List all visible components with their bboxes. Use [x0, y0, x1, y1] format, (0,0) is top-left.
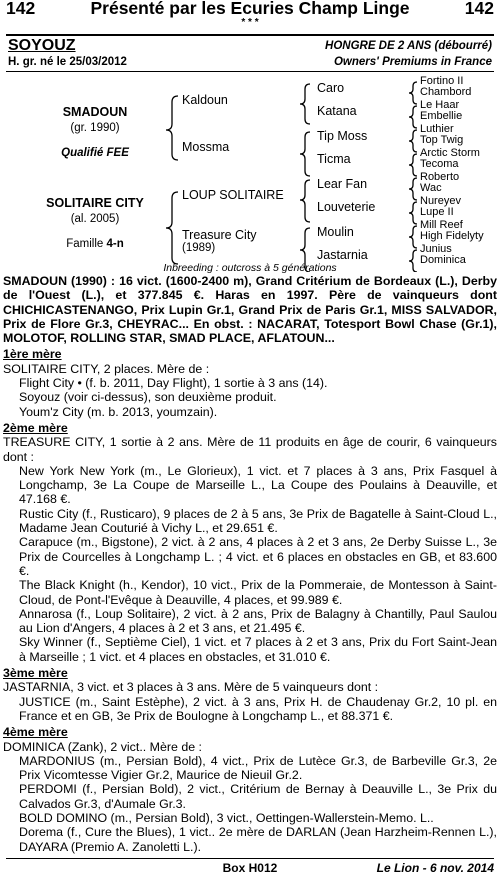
sale-venue-date: Le Lion - 6 nov. 2014	[376, 861, 494, 875]
section-heading: 1ère mère	[3, 347, 62, 362]
gen4-item: Top Twig	[420, 134, 464, 146]
owners-premiums: Owners' Premiums in France	[333, 56, 492, 68]
gen4-item: Chambord	[420, 86, 472, 98]
gen4-item: Junius	[420, 243, 452, 255]
produce-line: JUSTICE (m., Saint Estèphe), 2 vict. à 3 ans, Prix H. de Chaudenay Gr.2, 10 pl. en France et en GB, 3e Prix de Boulogne à Longchamp L., et 88.371 €.	[19, 694, 497, 723]
gen4-item: Nureyev	[420, 195, 461, 207]
produce-line: TREASURE CITY, 1 sortie à 2 ans. Mère de 11 produits en âge de courir, 6 vainqueurs dont :	[3, 435, 497, 464]
gen4-item: Mill Reef	[420, 219, 463, 231]
gen3-item: Moulin	[317, 225, 354, 239]
divider	[6, 34, 494, 36]
gen2-item: Mossma	[182, 140, 230, 154]
inbreeding-note: Inbreeding : outcross à 5 générations	[163, 262, 337, 274]
produce-line: Rustic City (f., Rusticaro), 9 places de 2 à 5 ans, 3e Prix de Bagatelle à Saint-Cloud L., Madame Jean Couturié à Vichy L., et 29.651 €.	[19, 506, 497, 536]
divider	[6, 858, 494, 859]
gen3-item: Tip Moss	[317, 129, 368, 143]
section-heading: 3ème mère	[3, 666, 68, 681]
sire-info: (gr. 1990)	[70, 122, 120, 134]
gen3-item: Jastarnia	[317, 248, 368, 262]
gen3-item: Louveterie	[317, 200, 376, 214]
produce-line: JASTARNIA, 3 vict. et 3 places à 3 ans. Mère de 5 vainqueurs dont :	[3, 680, 379, 695]
lot-number-left: 142	[6, 0, 36, 18]
produce-line: PERDOMI (f., Persian Bold), 2 vict., Critérium de Bernay à Deauville L., 3e Prix du Calvados Gr.3, d'Aumale Gr.3.	[19, 782, 497, 811]
produce-line: Flight City • (f. b. 2011, Day Flight), 1 sortie à 3 ans (14).	[19, 376, 328, 391]
produce-line: New York New York (m., Le Glorieux), 1 vict. et 7 places à 3 ans, Prix Fasquel à Longchamp, 3e La Coupe de Marseille L., La Coupe des Poulains à Deauville, et 47.168 €.	[19, 463, 497, 507]
section-heading: 2ème mère	[3, 420, 68, 435]
sire-name: SMADOUN	[62, 105, 128, 119]
produce-line: Annarosa (f., Loup Solitaire), 2 vict. à 2 ans, Prix de Balagny à Chantilly, Paul Saulou au Lion d'Angers, 4 places à 2 et 3 ans, et 21.495 €.	[19, 606, 497, 636]
produce-line: MARDONIUS (m., Persian Bold), 4 vict., Prix de Lutèce Gr.3, de Barbeville Gr.3, 2e Prix Vicomtesse Vigier Gr.2, Maurice de Nieuil Gr.2.	[19, 753, 497, 783]
produce-line: DOMINICA (Zank), 2 vict.. Mère de :	[3, 739, 202, 754]
gen4-item: Lupe II	[420, 206, 454, 218]
header-stars: * * *	[241, 17, 259, 28]
sire-note: Qualifié FEE	[61, 147, 129, 159]
horse-birth: H. gr. né le 25/03/2012	[8, 56, 127, 68]
gen4-item: Fortino II	[420, 75, 464, 87]
horse-sex-age: HONGRE DE 2 ANS (débourré)	[325, 40, 492, 52]
dam-family: Famille 4-n	[66, 238, 124, 250]
section-heading: 4ème mère	[3, 725, 68, 740]
consignor-title: Présenté par les Ecuries Champ Linge	[90, 0, 410, 18]
produce-line: Soyouz (voir ci-dessus), son deuxième produit.	[19, 390, 277, 405]
produce-line: SOLITAIRE CITY, 2 places. Mère de :	[3, 361, 210, 376]
lot-number-right: 142	[464, 0, 494, 18]
horse-name: SOYOUZ	[8, 37, 76, 54]
pedigree-table	[0, 72, 500, 272]
gen4-item: Arctic Storm	[420, 147, 480, 159]
gen4-item: Embellie	[420, 110, 463, 122]
gen3-item: Katana	[317, 104, 357, 118]
produce-line: The Black Knight (h., Kendor), 10 vict., Prix de la Pommeraie, de Montesson à Saint-Cloud, de Pont-l'Evêque à Deauville, 4 places, et 99.989 €.	[19, 578, 497, 607]
gen2-item: LOUP SOLITAIRE	[182, 188, 284, 202]
gen2-item-year: (1989)	[182, 242, 216, 254]
gen4-item: Tecoma	[420, 158, 459, 170]
gen3-item: Ticma	[317, 152, 351, 166]
dam-name: SOLITAIRE CITY	[46, 196, 144, 210]
gen2-item: Treasure City	[182, 228, 257, 242]
gen4-item: Luthier	[420, 123, 454, 135]
gen4-item: High Fidelyty	[420, 230, 484, 242]
gen3-item: Caro	[317, 81, 345, 95]
gen3-item: Lear Fan	[317, 177, 368, 191]
gen4-item: Roberto	[420, 171, 460, 183]
gen2-item: Kaldoun	[182, 93, 228, 107]
gen4-item: Wac	[420, 182, 442, 194]
produce-line: Youm'z City (m. b. 2013, youmzain).	[19, 404, 218, 419]
produce-line: BOLD DOMINO (m., Persian Bold), 3 vict., Oettingen-Wallerstein-Memo. L..	[19, 810, 434, 825]
dam-info: (al. 2005)	[70, 213, 120, 225]
box-id: Box H012	[222, 861, 278, 875]
produce-line: Sky Winner (f., Septième Ciel), 1 vict. et 7 places à 2 et 3 ans, Prix du Fort Saint-Jean à Marseille ; 1 vict. et 4 places en obstacles, et 31.010 €.	[19, 635, 497, 664]
produce-line: Carapuce (m., Bigstone), 2 vict. à 2 ans, 4 places à 2 et 3 ans, 2e Derby Suisse L., 3e Prix de Courcelles à Longchamp L. ; 4 vict. et 6 places en obstacles en GB, et 83.600 €.	[19, 535, 497, 578]
gen4-item: Dominica	[420, 254, 466, 266]
catalogue-text	[3, 274, 497, 854]
produce-line: Dorema (f., Cure the Blues), 1 vict.. 2e mère de DARLAN (Jean Harzheim-Rennen L.), DAYARA (Premio A. Zanoletti L.).	[19, 825, 497, 854]
sire-paragraph: SMADOUN (1990) : 16 vict. (1600-2400 m), Grand Critérium de Bordeaux (L.), Derby de l'Ouest (L.), et 377.845 €. Haras en 1997. Père de vainqueurs dont CHICHICASTENANGO, Prix Lupin Gr.1, Grand Prix de Paris Gr.1, MISS SALVADOR, Prix de Flore Gr.3, CHEYRAC... En obst. : NACARAT, Totesport Bowl Chase (Gr.1), MOLOTOF, ROLLING STAR, SMAD PLACE, AFLATOUN...	[3, 274, 497, 346]
gen4-item: Le Haar	[420, 99, 460, 111]
